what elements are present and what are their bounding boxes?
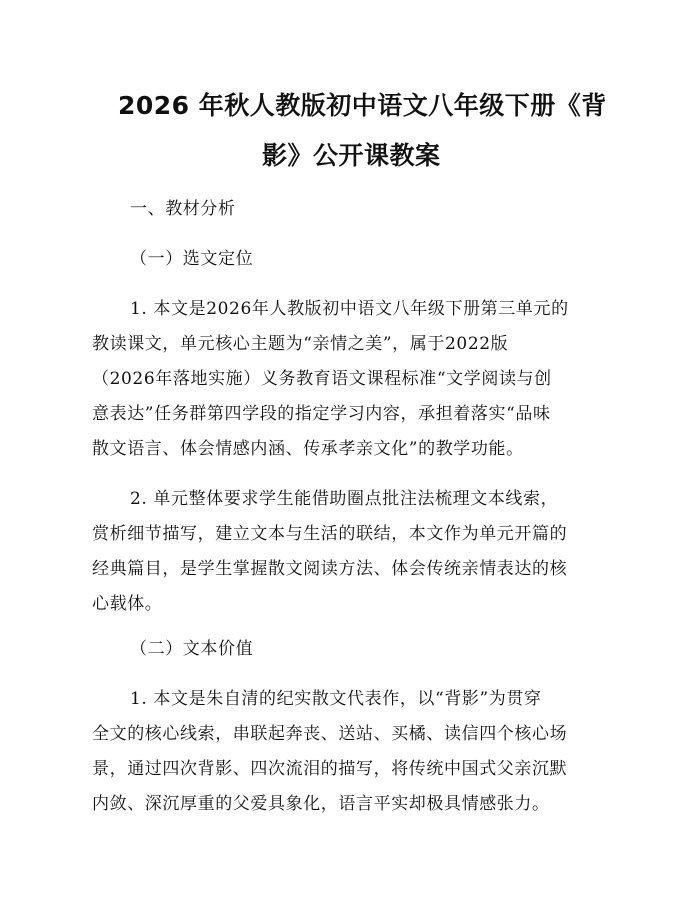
- document-title-line-1: 2026 年秋人教版初中语文八年级下册《背: [118, 91, 607, 120]
- subsection-heading: （一）选文定位: [130, 249, 254, 269]
- paragraph-line: 教读课文，单元核心主题为“亲情之美”，属于2022版: [92, 334, 509, 354]
- paragraph-line: 赏析细节描写，建立文本与生活的联结，本文作为单元开篇的: [92, 524, 568, 544]
- subsection-heading: （二）文本价值: [130, 639, 254, 659]
- paragraph-line: （2026年落地实施）义务教育语文课程标准“文学阅读与创: [92, 369, 552, 389]
- paragraph-line: 2. 单元整体要求学生能借助圈点批注法梳理文本线索，: [130, 489, 559, 509]
- paragraph-line: 1. 本文是朱自清的纪实散文代表作，以“背影”为贯穿: [130, 689, 542, 709]
- paragraph-line: 散文语言、体会情感内涵、传承孝亲文化”的教学功能。: [92, 439, 524, 459]
- document-title-line-2: 影》公开课教案: [262, 141, 441, 170]
- paragraph-line: 内敛、深沉厚重的父爱具象化，语言平实却极具情感张力。: [92, 794, 550, 814]
- paragraph-line: 1. 本文是2026年人教版初中语文八年级下册第三单元的: [130, 299, 569, 319]
- paragraph-line: 意表达”任务群第四学段的指定学习内容，承担着落实“品味: [92, 404, 551, 424]
- section-heading: 一、教材分析: [130, 199, 236, 219]
- paragraph-line: 全文的核心线索，串联起奔丧、送站、买橘、读信四个核心场: [92, 724, 568, 744]
- paragraph-line: 经典篇目，是学生掌握散文阅读方法、体会传统亲情表达的核: [92, 559, 568, 579]
- paragraph-line: 心载体。: [92, 594, 163, 614]
- paragraph-line: 景，通过四次背影、四次流泪的描写，将传统中国式父亲沉默: [92, 759, 568, 779]
